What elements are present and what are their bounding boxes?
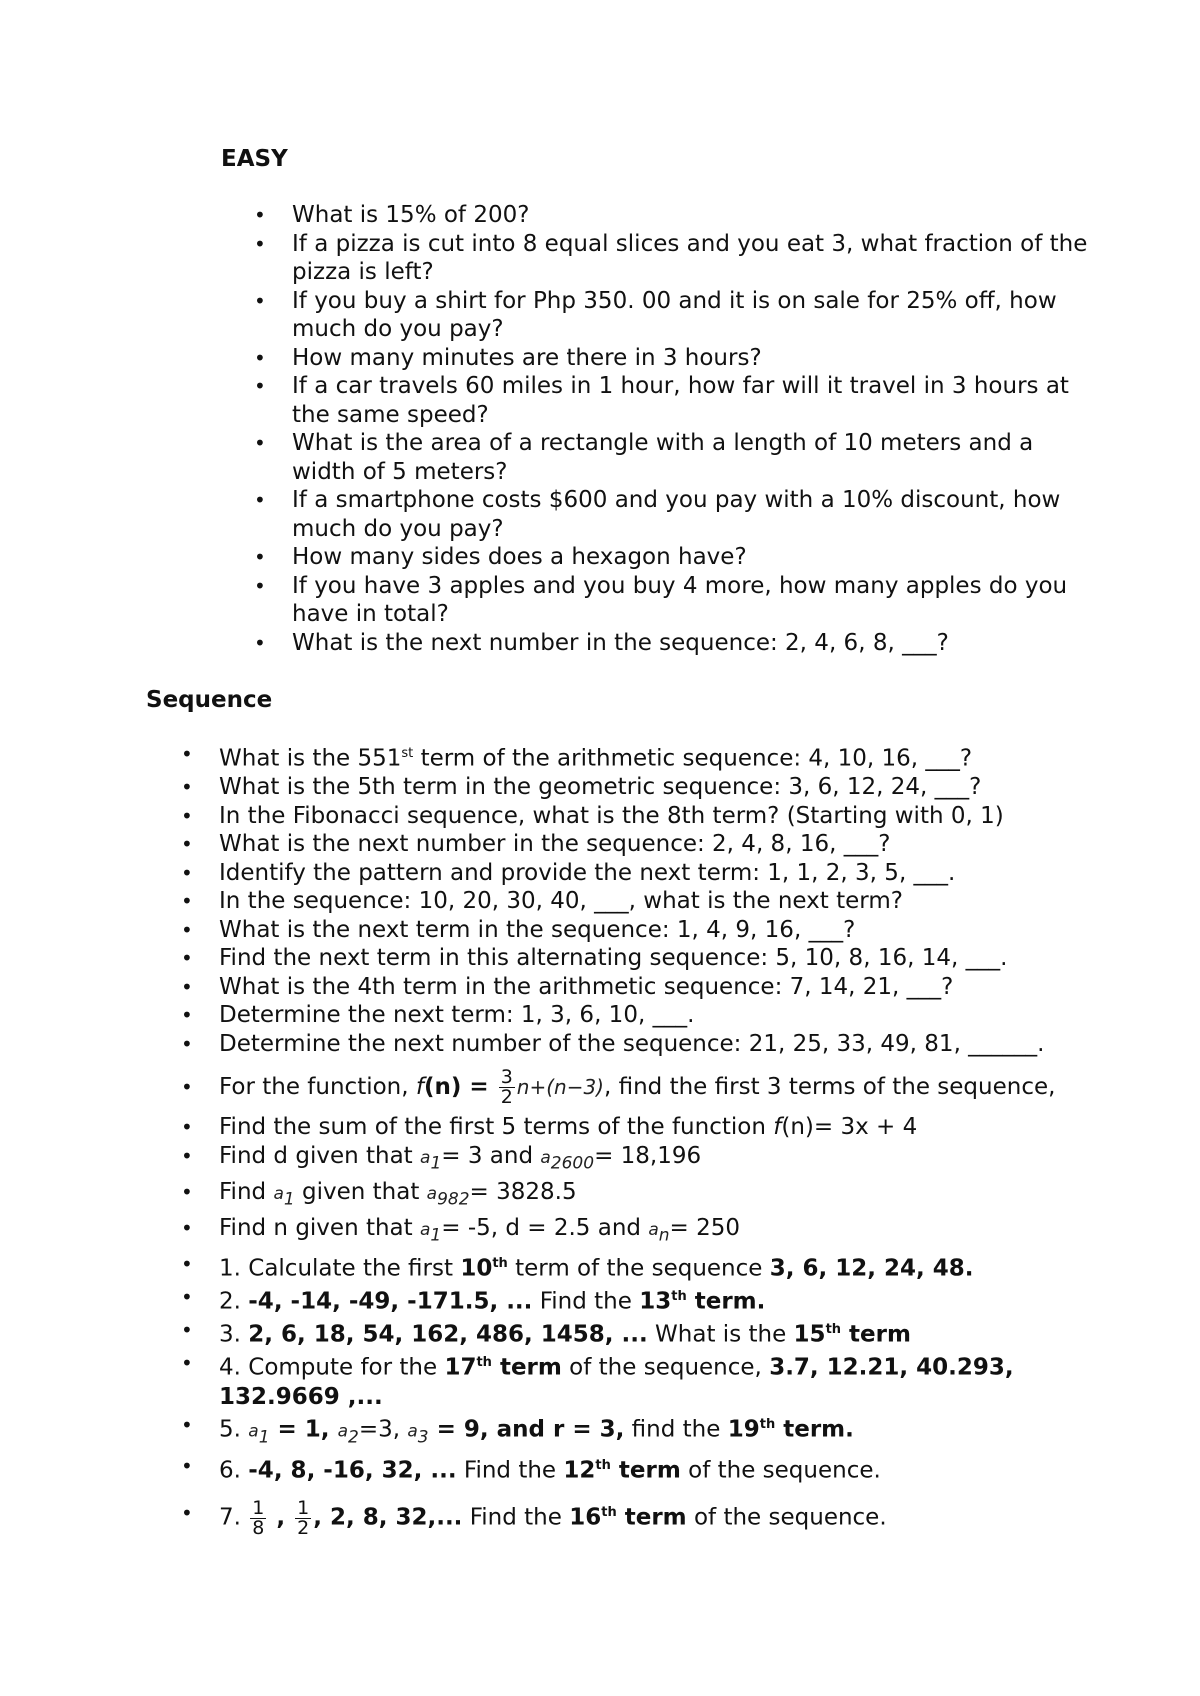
bold-text: 10 <box>460 1255 493 1282</box>
item-text: What is the 551 <box>219 745 402 772</box>
fraction <box>250 1496 266 1539</box>
bold-text: 2, 6, 18, 54, 162, 486, 1458, ... <box>248 1321 648 1348</box>
math-variable: a <box>420 1147 431 1168</box>
ordinal-superscript: st <box>401 746 414 761</box>
math-variable: a <box>540 1147 551 1168</box>
math-expression: n+(n−3) <box>516 1075 604 1100</box>
math-subscript: 3 <box>417 1427 429 1448</box>
fraction-denominator: 8 <box>252 1516 265 1539</box>
bold-text: 3, 6, 12, 24, 48. <box>769 1255 974 1282</box>
list-item: • What is 15% of 200? <box>292 201 1092 230</box>
item-text: = 3828.5 <box>469 1178 577 1205</box>
item-text: Find <box>219 1178 274 1205</box>
item-text: (n) = <box>424 1074 497 1101</box>
ordinal-superscript: th <box>759 1417 776 1433</box>
item-text: Find the <box>456 1457 564 1484</box>
sequence-question-list <box>219 740 1089 1540</box>
list-item: • In the sequence: 10, 20, 30, 40, ___, what is the next term? <box>219 887 1089 916</box>
item-text: What is the <box>647 1321 794 1348</box>
fraction <box>295 1496 311 1539</box>
math-variable: a <box>419 1219 431 1240</box>
item-text: = 18,196 <box>594 1142 702 1169</box>
list-item <box>219 1411 1089 1452</box>
list-item <box>219 1349 1089 1411</box>
item-text: given that <box>294 1178 427 1205</box>
item-text: = 3 and <box>441 1142 541 1169</box>
list-item <box>219 1214 1089 1250</box>
bold-text: -4, 8, -16, 32, ... <box>248 1457 457 1484</box>
sequence-heading: Sequence <box>146 687 273 713</box>
item-text: of the sequence, <box>561 1355 770 1382</box>
fraction-numerator: 3 <box>500 1066 513 1089</box>
list-item: • Find the next term in this alternating sequence: 5, 10, 8, 16, 14, ___. <box>219 944 1089 973</box>
item-text: = 250 <box>669 1214 741 1241</box>
ordinal-superscript: th <box>476 1355 492 1371</box>
list-item <box>219 740 1089 773</box>
fraction-denominator: 2 <box>297 1516 310 1539</box>
bold-text: = 9, and r = 3, <box>428 1416 625 1443</box>
list-item: • Determine the next number of the sequence: 21, 25, 33, 49, 81, ______. <box>219 1030 1089 1059</box>
list-item: • If you buy a shirt for Php 350. 00 and it is on sale for 25% off, how much do you pay? <box>292 287 1092 344</box>
item-text: of the sequence. <box>680 1457 881 1484</box>
list-item: • How many sides does a hexagon have? <box>292 543 1092 572</box>
list-item: • In the Fibonacci sequence, what is the 8th term? (Starting with 0, 1) <box>219 802 1089 831</box>
math-subscript: 1 <box>258 1427 270 1448</box>
item-text: 6. <box>219 1457 249 1484</box>
easy-question-list <box>292 201 1092 657</box>
item-text: 4. Compute for the <box>219 1355 445 1382</box>
list-item <box>219 1491 1089 1540</box>
bold-text: , <box>268 1504 294 1531</box>
ordinal-superscript: th <box>601 1504 617 1520</box>
bold-text: term <box>491 1355 562 1382</box>
list-item: • If a smartphone costs $600 and you pay with a 10% discount, how much do you pay? <box>292 486 1092 543</box>
math-variable: a <box>426 1183 438 1204</box>
list-item <box>219 1283 1089 1316</box>
ordinal-superscript: th <box>595 1457 611 1473</box>
list-item <box>219 1142 1089 1178</box>
fraction <box>499 1068 515 1107</box>
fraction-numerator: 1 <box>297 1496 310 1519</box>
list-item <box>219 1250 1089 1283</box>
easy-heading: EASY <box>221 146 288 172</box>
math-subscript: 982 <box>437 1189 470 1210</box>
bold-text: -4, -14, -49, -171.5, ... <box>248 1288 533 1315</box>
item-text: of the sequence. <box>686 1504 887 1531</box>
ordinal-superscript: th <box>492 1255 508 1271</box>
item-text: For the function, <box>219 1074 416 1101</box>
item-text: Find the <box>462 1504 570 1531</box>
list-item <box>219 1178 1089 1214</box>
item-text: find the <box>624 1416 728 1443</box>
math-variable: a <box>248 1421 259 1442</box>
bold-text: 16 <box>569 1504 602 1531</box>
list-item: • Determine the next term: 1, 3, 6, 10, ___. <box>219 1001 1089 1030</box>
item-text: Find d given that <box>219 1142 421 1169</box>
list-item: • What is the 4th term in the arithmetic sequence: 7, 14, 21, ___? <box>219 973 1089 1002</box>
math-variable: a <box>337 1421 348 1442</box>
math-subscript: 2600 <box>550 1153 595 1174</box>
bold-text: 13 <box>639 1288 672 1315</box>
math-variable: a <box>648 1219 659 1240</box>
item-text: (n)= 3x + 4 <box>781 1114 918 1141</box>
item-text: 5. <box>219 1416 249 1443</box>
bold-text: term <box>610 1457 681 1484</box>
ordinal-superscript: th <box>825 1322 842 1338</box>
bold-text: term. <box>686 1288 766 1315</box>
item-text: Find n given that <box>219 1214 420 1241</box>
bold-text: term <box>841 1321 911 1348</box>
list-item <box>219 1452 1089 1485</box>
item-text: 2. <box>219 1288 249 1315</box>
bold-text: 15 <box>793 1321 826 1348</box>
bold-text: 17 <box>444 1355 477 1382</box>
item-text: Find the sum of the first 5 terms of the function <box>219 1114 774 1141</box>
list-item: • What is the area of a rectangle with a length of 10 meters and a width of 5 meters? <box>292 429 1092 486</box>
bold-text: , 2, 8, 32,... <box>313 1504 463 1531</box>
bold-text: = 1, <box>269 1416 338 1443</box>
list-item <box>219 1113 1089 1142</box>
item-text: Find the <box>532 1288 640 1315</box>
list-item: • How many minutes are there in 3 hours? <box>292 344 1092 373</box>
list-item: • What is the next number in the sequence: 2, 4, 8, 16, ___? <box>219 830 1089 859</box>
math-subscript: 1 <box>283 1189 295 1210</box>
list-item: • Identify the pattern and provide the next term: 1, 1, 2, 3, 5, ___. <box>219 859 1089 888</box>
list-item <box>219 1316 1089 1349</box>
list-item: • What is the 5th term in the geometric sequence: 3, 6, 12, 24, ___? <box>219 773 1089 802</box>
math-variable: a <box>407 1421 418 1442</box>
fraction-denominator: 2 <box>500 1086 513 1109</box>
list-item: • If a pizza is cut into 8 equal slices and you eat 3, what fraction of the pizza is left? <box>292 230 1092 287</box>
bold-text: 19 <box>727 1416 760 1443</box>
bold-text: 3.7, 12.21, 40.293, 132.9669 ,... <box>219 1355 1014 1410</box>
list-item: • What is the next number in the sequence: 2, 4, 6, 8, ___? <box>292 629 1092 658</box>
math-subscript: 1 <box>430 1153 442 1174</box>
item-text: 7. <box>219 1504 249 1531</box>
math-variable: a <box>273 1183 284 1204</box>
math-subscript: n <box>658 1225 670 1246</box>
item-text: 1. Calculate the first <box>219 1255 461 1282</box>
item-text: 3. <box>219 1321 249 1348</box>
item-text: =3, <box>358 1416 408 1443</box>
list-item-function <box>219 1068 1089 1107</box>
bold-text: term. <box>775 1416 854 1443</box>
function-symbol: f <box>415 1074 424 1101</box>
function-symbol: f <box>773 1114 782 1141</box>
bold-text: term <box>616 1504 687 1531</box>
math-subscript: 2 <box>347 1427 359 1448</box>
list-item: • What is the next term in the sequence: 1, 4, 9, 16, ___? <box>219 916 1089 945</box>
list-item: • If a car travels 60 miles in 1 hour, how far will it travel in 3 hours at the same speed? <box>292 372 1092 429</box>
item-text: = -5, d = 2.5 and <box>441 1214 649 1241</box>
ordinal-superscript: th <box>671 1289 687 1305</box>
bold-text: 12 <box>563 1457 596 1484</box>
math-subscript: 1 <box>430 1225 442 1246</box>
item-text: term of the sequence <box>507 1255 770 1282</box>
fraction-numerator: 1 <box>252 1496 265 1519</box>
list-item: • If you have 3 apples and you buy 4 more, how many apples do you have in total? <box>292 572 1092 629</box>
item-text: term of the arithmetic sequence: 4, 10, 16, ___? <box>413 745 973 772</box>
item-text: , find the first 3 terms of the sequence, <box>603 1074 1056 1101</box>
